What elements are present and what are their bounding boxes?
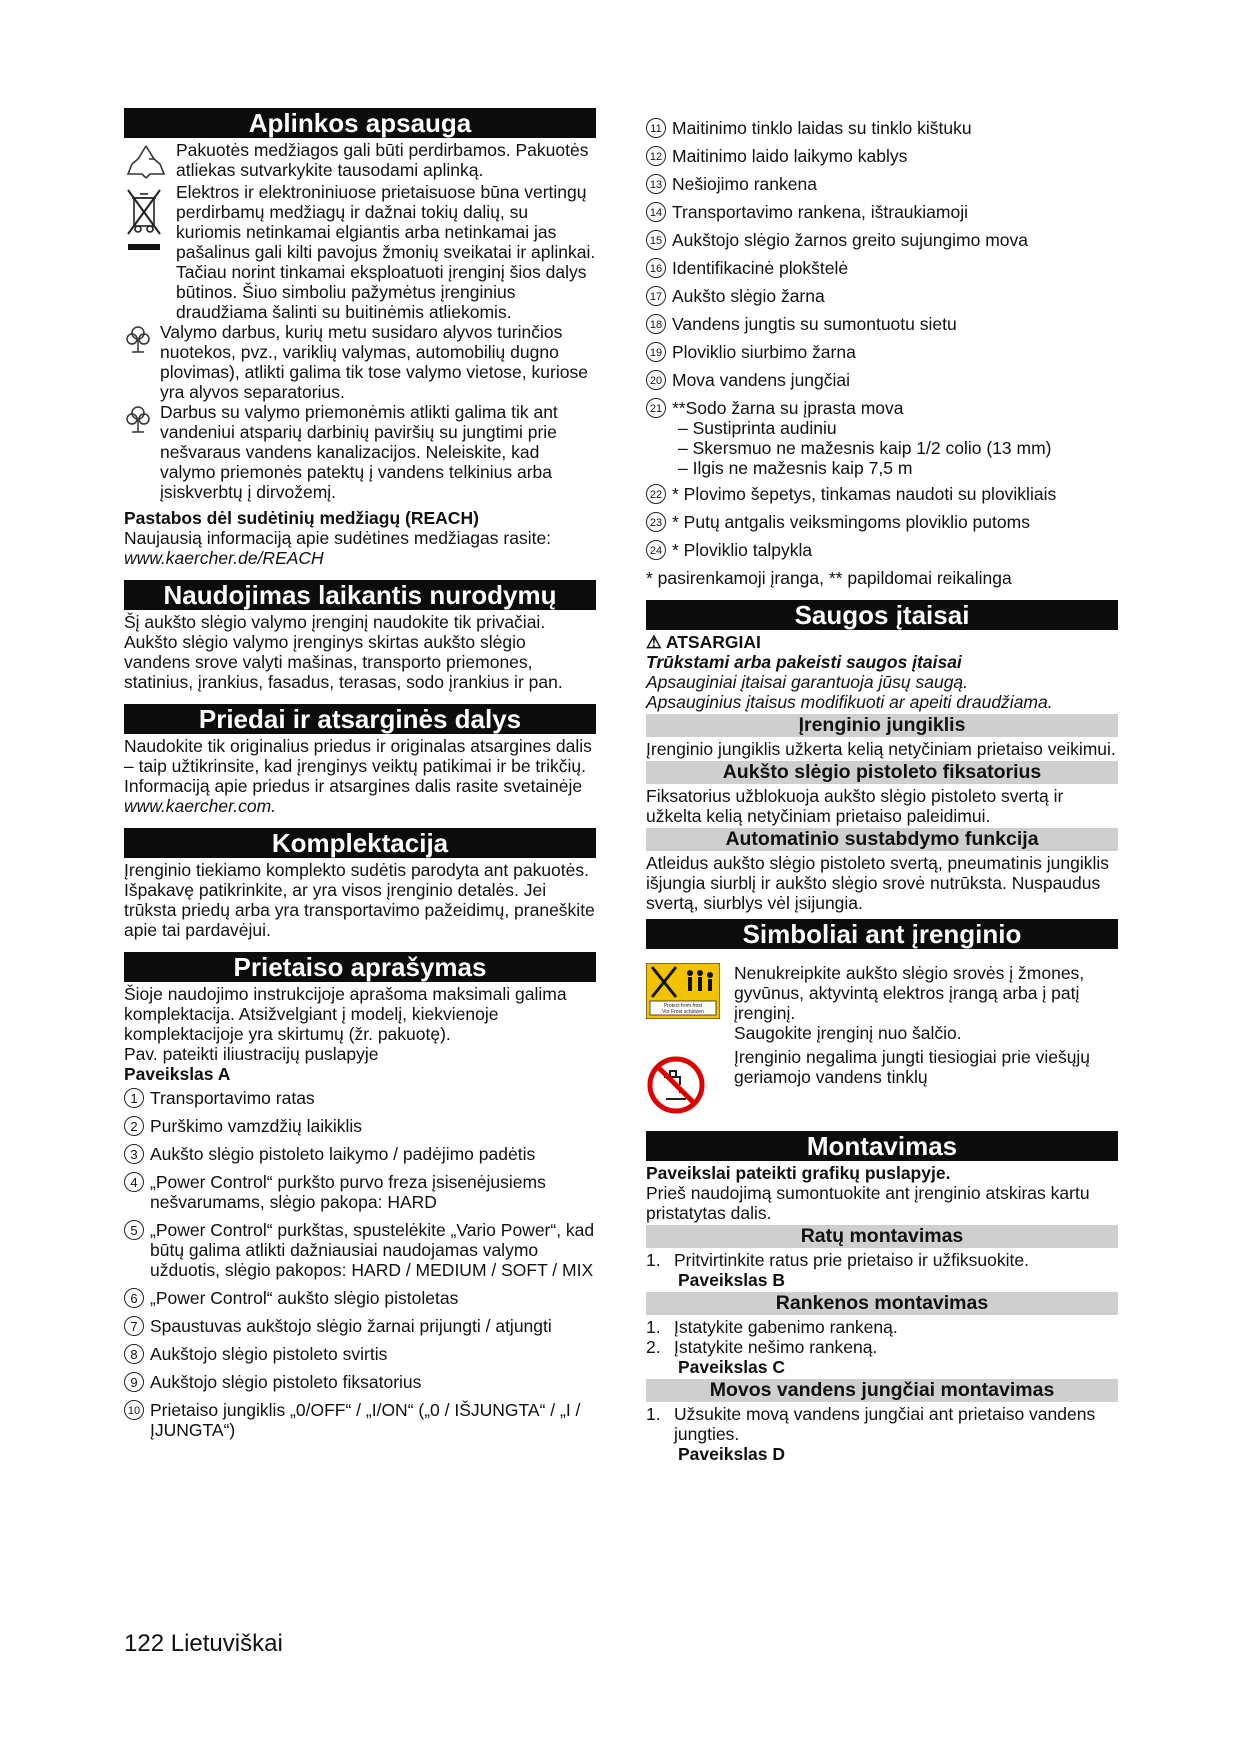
list-item: 3 Aukšto slėgio pistoleto laikymo / padėjimo padėtis [124, 1144, 596, 1164]
symbol-row [646, 1047, 1118, 1119]
figure-label: Paveikslas B [678, 1270, 786, 1290]
list-item: 11 Maitinimo tinklo laidas su tinklo kištuku [646, 118, 1118, 138]
hose-spec: – Skersmuo ne mažesnis kaip 1/2 colio (13 mm) [678, 438, 1052, 458]
warning-line: Apsauginius įtaisus modifikuoti ar apeiti draudžiama. [646, 692, 1053, 712]
list-item: 19 Ploviklio siurbimo žarna [646, 342, 1118, 362]
subsection-title-lock: Aukšto slėgio pistoleto fiksatorius [646, 761, 1118, 784]
symbol-description: Nenukreipkite aukšto slėgio srovės į žmones, gyvūnus, aktyvintą elektros įrangą arba į patį įrenginį. Saugokite įrenginį nuo šalčio. [734, 963, 1085, 1043]
right-column [646, 118, 1118, 1464]
hose-spec: – Sustiprinta audiniu [678, 418, 837, 438]
hose-spec: – Ilgis ne mažesnis kaip 7,5 m [678, 458, 913, 478]
figure-note: Pav. pateikti iliustracijų puslapyje [124, 1044, 379, 1064]
reach-text: Naujausią informaciją apie sudėtines medžiagas rasite: [124, 528, 552, 548]
description-text: Šioje naudojimo instrukcijoje aprašoma maksimali galima komplektacija. Atsižvelgiant į modelį, kiekvienoje komplektacijoje yra skirtumų (žr. pakuotę). [124, 984, 567, 1044]
list-item: 4 „Power Control“ purkšto purvo freza įsisenėjusiems nešvarumams, slėgio pakopa: HARD [124, 1172, 596, 1212]
subsection-title-coupling: Movos vandens jungčiai montavimas [646, 1379, 1118, 1402]
list-item: 16 Identifikacinė plokštelė [646, 258, 1118, 278]
figure-label: Paveikslas D [678, 1444, 786, 1464]
switch-text: Įrenginio jungiklis užkerta kelią netyčiniam prietaiso veikimui. [646, 739, 1116, 759]
accessories-info: Informaciją apie priedus ir atsargines dalis rasite svetainėje www.kaercher.com. [124, 776, 583, 816]
symbol-description: Įrenginio negalima jungti tiesiogiai prie viešųjų geriamojo vandens tinklų [734, 1047, 1091, 1087]
list-item: 6 „Power Control“ aukšto slėgio pistoletas [124, 1288, 596, 1308]
reach-link[interactable]: www.kaercher.de/REACH [124, 548, 324, 568]
environment-tree-icon [124, 324, 152, 358]
list-item: 8 Aukštojo slėgio pistoleto svirtis [124, 1344, 596, 1364]
subsection-title-handles: Rankenos montavimas [646, 1292, 1118, 1315]
list-item: 17 Aukšto slėgio žarna [646, 286, 1118, 306]
section-title-description: Prietaiso aprašymas [124, 952, 596, 982]
frost-label: Protect from frost [663, 1003, 703, 1009]
page-footer [124, 1630, 283, 1658]
step-item: 1. Užsukite movą vandens jungčiai ant prietaiso vandens jungties. [646, 1404, 1096, 1444]
crossed-bin-icon [124, 184, 164, 258]
footer-language: Lietuviškai [170, 1630, 283, 1657]
list-item: 13 Nešiojimo rankena [646, 174, 1118, 194]
list-item: 20 Mova vandens jungčiai [646, 370, 1118, 390]
parts-list-left [124, 1088, 596, 1440]
reach-title: Pastabos dėl sudėtinių medžiagų (REACH) [124, 508, 479, 528]
list-item: 15 Aukštojo slėgio žarnos greito sujungimo mova [646, 230, 1118, 250]
autostop-text: Atleidus aukšto slėgio pistoleto svertą, pneumatinis jungiklis išjungia siurblį ir aukšto slėgio srovė nutrūksta. Nuspaudus svertą, siurblys vėl įsijungia. [646, 853, 1110, 913]
section-title-safety: Saugos įtaisai [646, 600, 1118, 630]
list-item: 9 Aukštojo slėgio pistoleto fiksatorius [124, 1372, 596, 1392]
list-item: 24 * Ploviklio talpykla [646, 540, 1118, 560]
list-item: 2 Purškimo vamzdžių laikiklis [124, 1116, 596, 1136]
warning-line: Apsauginiai įtaisai garantuoja jūsų saugą. [646, 672, 969, 692]
symbol-row [646, 963, 1118, 1043]
recycle-icon [124, 142, 168, 186]
environment-tree-icon [124, 404, 152, 438]
list-item: 12 Maitinimo laido laikymo kablys [646, 146, 1118, 166]
svg-text:Vor Frost schützen: Vor Frost schützen [662, 1009, 704, 1015]
parts-list-right [646, 118, 1118, 560]
section-title-symbols: Simboliai ant įrenginio [646, 919, 1118, 949]
subsection-title-switch: Įrenginio jungiklis [646, 714, 1118, 737]
figure-label: Paveikslas C [678, 1357, 786, 1377]
subsection-title-autostop: Automatinio sustabdymo funkcija [646, 828, 1118, 851]
list-item: 22 * Plovimo šepetys, tinkamas naudoti su plovikliais [646, 484, 1118, 504]
list-item: 14 Transportavimo rankena, ištraukiamoji [646, 202, 1118, 222]
assembly-intro: Prieš naudojimą sumontuokite ant įrenginio atskiras kartu pristatytas dalis. [646, 1183, 1090, 1223]
no-drinking-water-symbol [646, 1047, 726, 1119]
optional-note: * pasirenkamoji įranga, ** papildomai reikalinga [646, 568, 1012, 588]
accessories-text: Naudokite tik originalius priedus ir originalas atsargines dalis – taip užtikrinsite, kad įrenginys veiktų patikimai ir be trikčių. [124, 736, 592, 776]
section-title-assembly: Montavimas [646, 1131, 1118, 1161]
section-title-usage: Naudojimas laikantis nurodymų [124, 580, 596, 610]
step-item: 2. Įstatykite nešimo rankeną. [646, 1337, 878, 1357]
left-column [124, 108, 596, 1448]
list-item: 7 Spaustuvas aukštojo slėgio žarnai prijungti / atjungti [124, 1316, 596, 1336]
step-item: 1. Įstatykite gabenimo rankeną. [646, 1317, 898, 1337]
usage-text: Šį aukšto slėgio valymo įrenginį naudokite tik privačiai. Aukšto slėgio valymo įrenginys skirtas aukšto slėgio vandens srove valyti mašinas, transporto priemones, statinius, įrankius, fasadus, terasas, sodo įrankius ir pan. [124, 612, 563, 692]
accessories-link[interactable]: www.kaercher.com. [124, 796, 277, 816]
no-spray-frost-symbol [646, 963, 726, 1043]
page-number: 122 [124, 1630, 165, 1657]
list-item: 1 Transportavimo ratas [124, 1088, 596, 1108]
lock-text: Fiksatorius užblokuoja aukšto slėgio pistoleto svertą ir užkelta kelią netyčiniam prietaiso paleidimui. [646, 786, 1064, 826]
section-title-accessories: Priedai ir atsarginės dalys [124, 704, 596, 734]
list-item: 21 **Sodo žarna su įprasta mova [646, 398, 1118, 418]
figure-label: Paveikslas A [124, 1064, 231, 1084]
list-item: 18 Vandens jungtis su sumontuotu sietu [646, 314, 1118, 334]
section-title-package: Komplektacija [124, 828, 596, 858]
list-item: 5 „Power Control“ purkštas, spustelėkite „Vario Power“, kad būtų galima atlikti dažniausiai naudojamas valymo užduotis, slėgio pakopos: HARD / MEDIUM / SOFT / MIX [124, 1220, 596, 1280]
warning-heading: Trūkstami arba pakeisti saugos įtaisai [646, 652, 962, 672]
oil-separator-paragraph: Valymo darbus, kurių metu susidaro alyvos turinčios nuotekos, pvz., variklių valymas, automobilių dugno plovimas), atlikti galima tik tose valymo vietose, kuriose yra alyvos separatorius. [124, 322, 596, 402]
assembly-figure-note: Paveikslai pateikti grafikų puslapyje. [646, 1163, 951, 1183]
section-title-environment: Aplinkos apsauga [124, 108, 596, 138]
step-item: 1. Pritvirtinkite ratus prie prietaiso ir užfiksuokite. [646, 1250, 1029, 1270]
recycle-paragraph: Pakuotės medžiagos gali būti perdirbamos. Pakuotės atliekas sutvarkykite tausodami aplinką. [124, 140, 596, 180]
subsection-title-wheels: Ratų montavimas [646, 1225, 1118, 1248]
weee-paragraph: Elektros ir elektroniniuose prietaisuose būna vertingų perdirbamų medžiagų ir dažnai tokių dalių, su kuriomis netinkamai elgiantis arba netinkamai jas pašalinus gali kilti pavojus žmonių sveikatai ir aplinkai. Tačiau norint tinkamai eksploatuoti įrenginį šios dalys būtinos. Šiuo simboliu pažymėtus įrenginius draudžiama šalinti su buitinėmis atliekomis. [124, 182, 596, 322]
list-item: 10 Prietaiso jungiklis „0/OFF“ / „I/ON“ („0 / IŠJUNGTA“ / „I / ĮJUNGTA“) [124, 1400, 596, 1440]
list-item: 23 * Putų antgalis veiksmingoms ploviklio putoms [646, 512, 1118, 532]
package-text: Įrenginio tiekiamo komplekto sudėtis parodyta ant pakuotės. Išpakavę patikrinkite, ar yra visos įrenginio detalės. Jei trūksta priedų arba yra transportavimo pažeidimų, praneškite apie tai pardavėjui. [124, 860, 595, 940]
ground-protection-paragraph: Darbus su valymo priemonėmis atlikti galima tik ant vandeniui atsparių darbinių paviršių su jungtimi prie nešvaraus vandens kanalizacijos. Neleiskite, kad valymo priemonės patektų į vandens telkinius arba įsiskverbtų į dirvožemį. [124, 402, 596, 502]
warning-label: ⚠ ATSARGIAI [646, 632, 761, 652]
